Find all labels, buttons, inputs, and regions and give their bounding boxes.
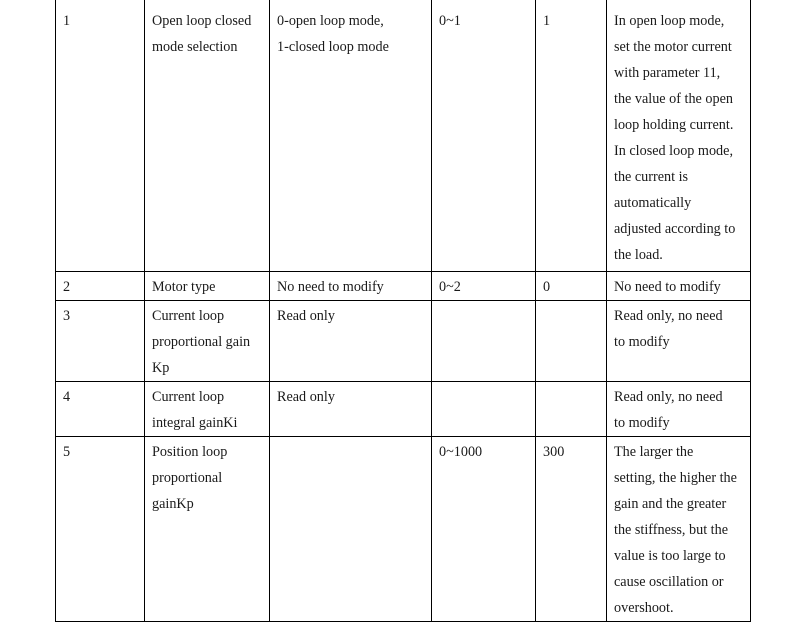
- param-description-cell: No need to modify: [270, 272, 432, 301]
- table-row: [56, 382, 751, 437]
- param-default-cell: 0: [536, 272, 607, 301]
- param-description-cell: 0-open loop mode, 1-closed loop mode: [270, 0, 432, 272]
- param-number-cell: 1: [56, 0, 145, 272]
- param-range-cell: 0~1000: [432, 437, 536, 622]
- param-name-cell: Motor type: [145, 272, 270, 301]
- param-default-cell: 300: [536, 437, 607, 622]
- param-range-cell: 0~1: [432, 0, 536, 272]
- table-row: [56, 301, 751, 382]
- param-description-cell: Read only: [270, 301, 432, 382]
- param-description-cell: [270, 437, 432, 622]
- param-range-cell: [432, 301, 536, 382]
- table-row: [56, 0, 751, 272]
- param-default-cell: [536, 301, 607, 382]
- parameter-table: [55, 0, 751, 622]
- param-note-cell: In open loop mode, set the motor current with parameter 11, the value of the open loop holding current. In closed loop mode, the current is automatically adjusted according to the load.: [607, 0, 751, 272]
- param-number-cell: 4: [56, 382, 145, 437]
- param-default-cell: 1: [536, 0, 607, 272]
- param-range-cell: [432, 382, 536, 437]
- param-note-cell: The larger the setting, the higher the gain and the greater the stiffness, but the value is too large to cause oscillation or overshoot.: [607, 437, 751, 622]
- table-row: [56, 272, 751, 301]
- param-name-cell: Position loop proportional gainKp: [145, 437, 270, 622]
- param-note-cell: Read only, no need to modify: [607, 382, 751, 437]
- param-name-cell: Current loop integral gainKi: [145, 382, 270, 437]
- param-default-cell: [536, 382, 607, 437]
- param-name-cell: Open loop closed mode selection: [145, 0, 270, 272]
- param-number-cell: 5: [56, 437, 145, 622]
- param-number-cell: 2: [56, 272, 145, 301]
- param-range-cell: 0~2: [432, 272, 536, 301]
- table-row: [56, 437, 751, 622]
- param-description-cell: Read only: [270, 382, 432, 437]
- param-name-cell: Current loop proportional gain Kp: [145, 301, 270, 382]
- param-note-cell: Read only, no need to modify: [607, 301, 751, 382]
- param-number-cell: 3: [56, 301, 145, 382]
- param-note-cell: No need to modify: [607, 272, 751, 301]
